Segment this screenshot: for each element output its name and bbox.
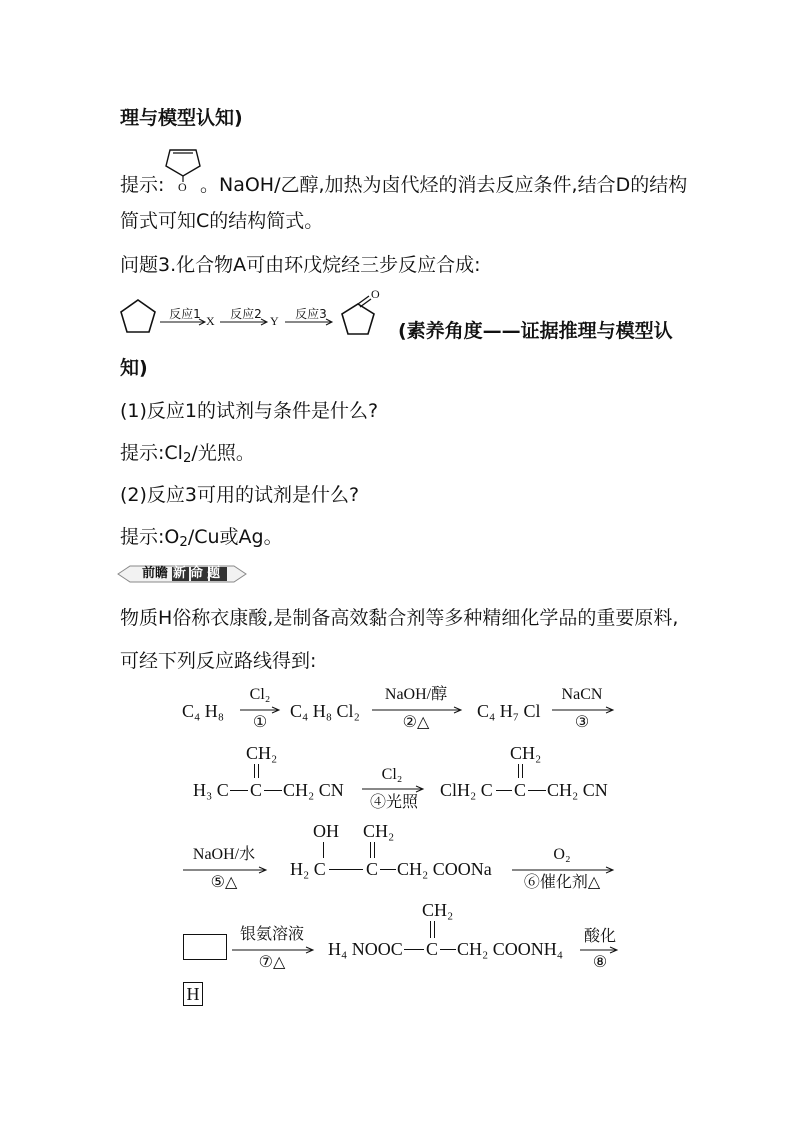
reaction-1-arrow	[160, 318, 208, 326]
arrow-7	[232, 946, 316, 954]
row3-oh: OH	[313, 821, 339, 841]
arrow-4	[362, 785, 426, 793]
row2-ch2-left: CH₂	[246, 743, 278, 763]
arrow-8	[580, 946, 620, 954]
reaction-2-arrow	[220, 318, 270, 326]
arrow-4-step: ④光照	[369, 794, 418, 811]
arrow-1	[240, 706, 282, 714]
continued-heading: 理与模型认知)	[120, 107, 243, 129]
row4-ch2-top: CH₂	[422, 900, 454, 920]
arrow-6-step: ⑥催化剂△	[523, 874, 601, 891]
competency-tag-cont: 知)	[120, 357, 148, 379]
row3-ch2-top: CH₂	[363, 821, 395, 841]
arrow-8-step: ⑧	[592, 954, 608, 971]
row2-ch2cn-right: CH₂ CN	[547, 780, 608, 800]
row3-c: C	[366, 859, 379, 879]
arrow-7-reagent: 银氨溶液	[239, 926, 304, 943]
reaction-3-label: 反应3	[295, 307, 327, 321]
row2-c-left: C	[250, 780, 263, 800]
reaction-1-label: 反应1	[169, 307, 201, 321]
carbonyl-o-label: O	[178, 180, 187, 194]
competency-tag: (素养角度——证据推理与模型认	[398, 320, 673, 342]
arrow-3-step: ③	[574, 714, 590, 731]
ketone-o-label: O	[371, 287, 380, 301]
hint-label: 提示:	[120, 174, 165, 196]
intermediate-x: X	[206, 314, 215, 328]
arrow-5	[183, 866, 269, 874]
arrow-7-step: ⑦△	[258, 954, 286, 971]
row3-ch2coona: CH₂ COONa	[397, 859, 492, 879]
arrow-1-step: ①	[252, 714, 268, 731]
sub-question-1: (1)反应1的试剂与条件是什么?	[120, 400, 379, 422]
intro-line-2: 可经下列反应路线得到:	[120, 650, 317, 672]
reaction-2-label: 反应2	[230, 307, 262, 321]
arrow-2	[372, 706, 464, 714]
arrow-4-reagent: Cl₂	[381, 766, 403, 783]
sub-question-2: (2)反应3可用的试剂是什么?	[120, 484, 360, 506]
arrow-6-reagent: O₂	[553, 846, 571, 863]
arrow-5-reagent: NaOH/水	[192, 846, 256, 863]
compound-c4h8cl2: C₄ H₈ Cl₂	[290, 701, 360, 721]
unknown-compound-blank	[183, 934, 227, 960]
compound-c4h8: C₄ H₈	[182, 701, 225, 721]
banner-text: 前瞻 新 命 题	[142, 566, 221, 581]
row2-h3c: H₃ C	[193, 780, 229, 800]
arrow-1-reagent: Cl₂	[249, 686, 271, 703]
arrow-8-reagent: 酸化	[583, 928, 616, 945]
arrow-2-step: ②△	[402, 714, 430, 731]
sub-answer-1: 提示$:Cl_2/$光照。	[120, 442, 255, 466]
arrow-2-reagent: NaOH/醇	[384, 686, 448, 703]
row2-ch2-right: CH₂	[510, 743, 542, 763]
question-3-title: 问题3.化合物A可由环戊烷经三步反应合成:	[120, 254, 481, 276]
hint1-text: 。NaOH/乙醇,加热为卤代烃的消去反应条件,结合D的结构	[200, 174, 688, 196]
row3-h2c: H₂ C	[290, 859, 326, 879]
arrow-5-step: ⑤△	[210, 874, 238, 891]
intermediate-y: Y	[270, 314, 279, 328]
row4-c: C	[426, 939, 439, 959]
hint1-text-cont: 简式可知C的结构简式。	[120, 210, 324, 232]
arrow-6	[512, 866, 616, 874]
cyclopentane-structure	[118, 298, 158, 336]
sub-answer-2: 提示$:O_2/Cu$或Ag。	[120, 526, 283, 550]
reaction-3-arrow	[285, 318, 335, 326]
arrow-3	[552, 706, 616, 714]
arrow-3-reagent: NaCN	[561, 686, 603, 703]
row2-clh2c: ClH₂ C	[440, 780, 493, 800]
row4-h4nooc: H₄ NOOC	[328, 939, 403, 959]
compound-c4h7cl: C₄ H₇ Cl	[477, 701, 541, 721]
row4-ch2coonh4: CH₂ COONH₄	[457, 939, 564, 959]
row2-ch2cn-left: CH₂ CN	[283, 780, 344, 800]
intro-line-1: 物质H俗称衣康酸,是制备高效黏合剂等多种精细化学品的重要原料,	[120, 607, 679, 629]
compound-h-box: H	[183, 982, 203, 1006]
row2-c-right: C	[514, 780, 527, 800]
